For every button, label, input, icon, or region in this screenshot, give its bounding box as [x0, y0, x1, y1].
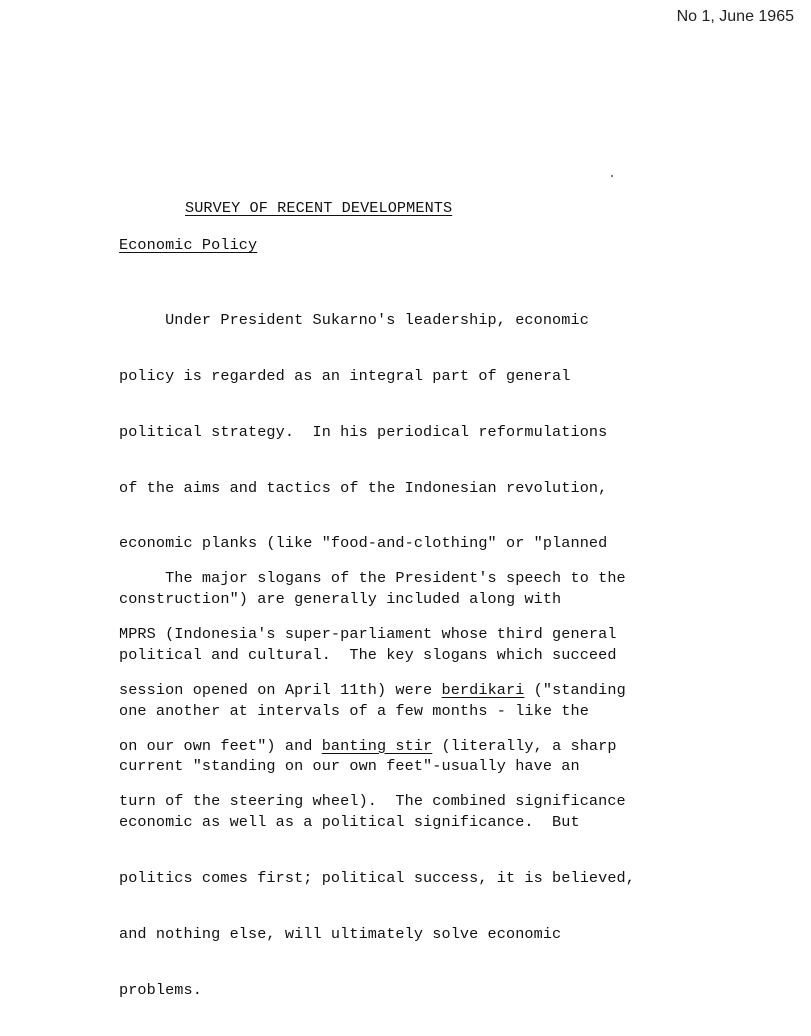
paragraph-line: political strategy. In his periodical reformulations: [119, 422, 608, 441]
paragraph-line: [119, 681, 626, 700]
paragraph-line: political and cultural. The key slogans which succeed: [119, 645, 617, 664]
paragraph-line: and nothing else, will ultimately solve economic: [119, 924, 562, 943]
paragraph-line: policy is regarded as an integral part of general: [119, 366, 571, 385]
section-heading-text: Economic Policy: [119, 236, 258, 254]
section-heading: [119, 236, 257, 254]
paragraph-line: turn of the steering wheel). The combined significance: [119, 792, 626, 811]
underlined-term-berdikari: berdikari: [441, 680, 525, 699]
line-text: on our own feet") and: [119, 736, 322, 755]
paragraph-line: one another at intervals of a few months - like the: [119, 701, 589, 720]
underlined-term-banting-stir: banting stir: [321, 736, 433, 755]
paragraph-line: MPRS (Indonesia's super-parliament whose third general: [119, 624, 617, 643]
line-text: (literally, a sharp: [432, 736, 617, 755]
line-text: session opened on April 11th) were: [119, 680, 442, 699]
paragraph-line: problems.: [119, 980, 202, 999]
line-text: ("standing: [524, 680, 626, 699]
document-title: SURVEY OF RECENT DEVELOPMENTS: [185, 199, 453, 217]
paragraph-line: economic as well as a political significance. But: [119, 813, 580, 832]
paragraph-line: construction") are generally included along with: [119, 590, 562, 609]
paragraph-line: Under President Sukarno's leadership, economic: [119, 311, 589, 330]
paragraph-line: of the aims and tactics of the Indonesian revolution,: [119, 478, 608, 497]
paragraph-line: politics comes first; political success, it is believed,: [119, 869, 635, 887]
paragraph-line: [119, 737, 626, 756]
paragraph-line: current "standing on our own feet"-usually have an: [119, 757, 580, 776]
scan-speck: [611, 175, 613, 177]
paragraph-line: The major slogans of the President's speech to the: [119, 569, 626, 588]
paragraph-line: economic planks (like "food-and-clothing" or "planned: [119, 534, 608, 553]
paragraph-2: [119, 532, 626, 848]
issue-label: No 1, June 1965: [676, 8, 794, 25]
